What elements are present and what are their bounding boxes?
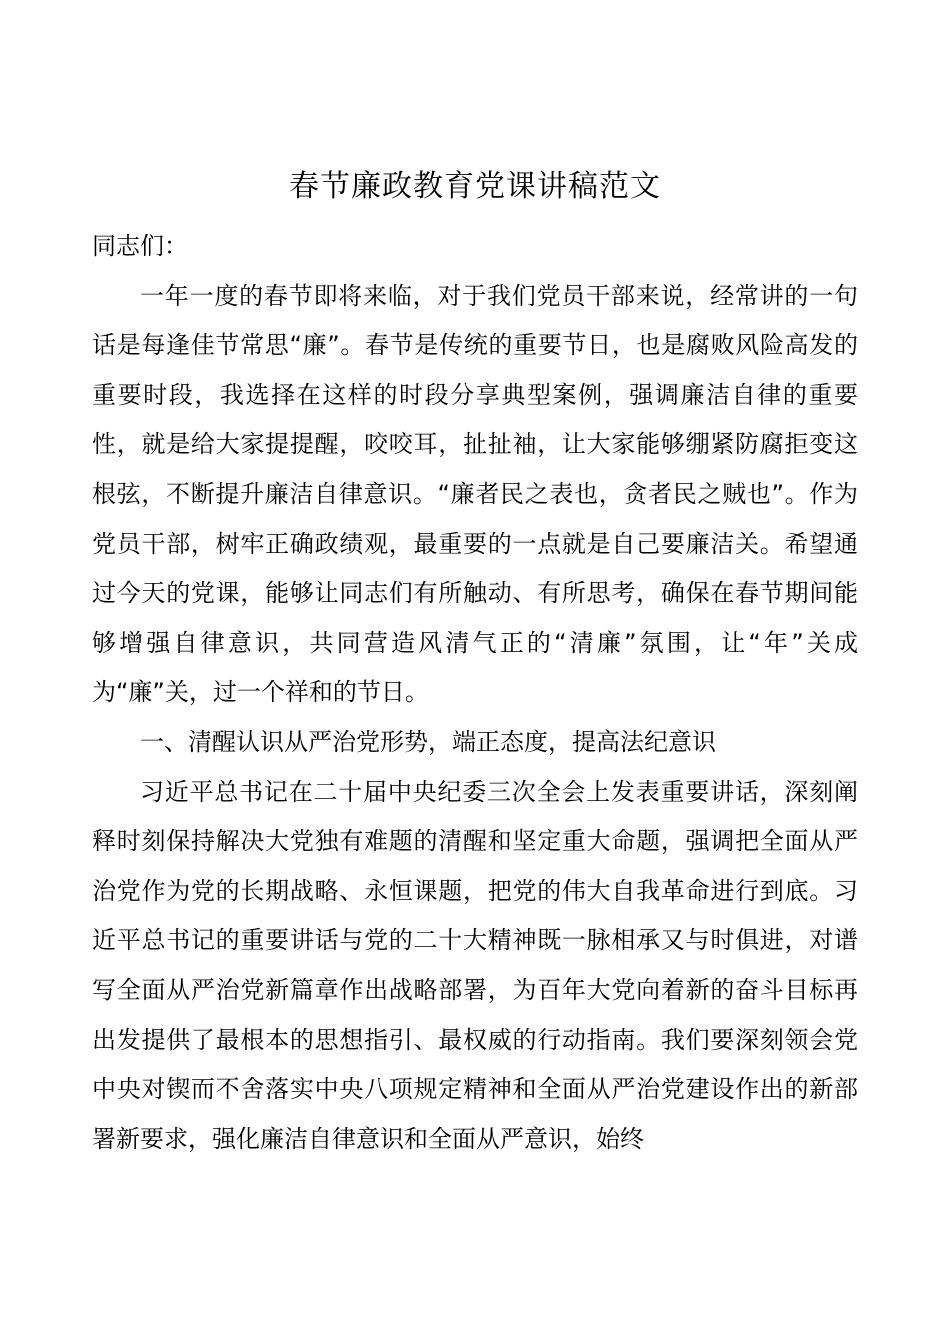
paragraph-section-1: 习近平总书记在二十届中央纪委三次全会上发表重要讲话，深刻阐释时刻保持解决大党独有难题的清醒和坚定重大命题，强调把全面从严治党作为党的长期战略、永恒课题，把党的伟大自我革命进行到底。习近平总书记的重要讲话与党的二十大精神既一脉相承又与时俱进，对谱写全面从严治党新篇章作出战略部署，为百年大党向着新的奋斗目标再出发提供了最根本的思想指引、最权威的行动指南。我们要深刻领会党中央对锲而不舍落实中央八项规定精神和全面从严治党建设作出的新部署新要求，强化廉洁自律意识和全面从严意识，始终 [92,777,858,1153]
document-title: 春节廉政教育党课讲稿范文 [289,169,661,204]
document-body [92,222,858,1164]
section-heading: 一、清醒认识从严治党形势，端正态度，提高法纪意识 [140,727,716,756]
paragraph-intro: 一年一度的春节即将来临，对于我们党员干部来说，经常讲的一句话是每逢佳节常思“廉”。春节是传统的重要节日，也是腐败风险高发的重要时段，我选择在这样的时段分享典型案例，强调廉洁自律的重要性，就是给大家提提醒，咬咬耳，扯扯袖，让大家能够绷紧防腐拒变这根弦，不断提升廉洁自律意识。“廉者民之表也，贪者民之贼也”。作为党员干部，树牢正确政绩观，最重要的一点就是自己要廉洁关。希望通过今天的党课，能够让同志们有所触动、有所思考，确保在春节期间能够增强自律意识，共同营造风清气正的“清廉”氛围，让“年”关成为“廉”关，过一个祥和的节日。 [92,281,858,707]
salutation: 同志们： [92,232,188,260]
